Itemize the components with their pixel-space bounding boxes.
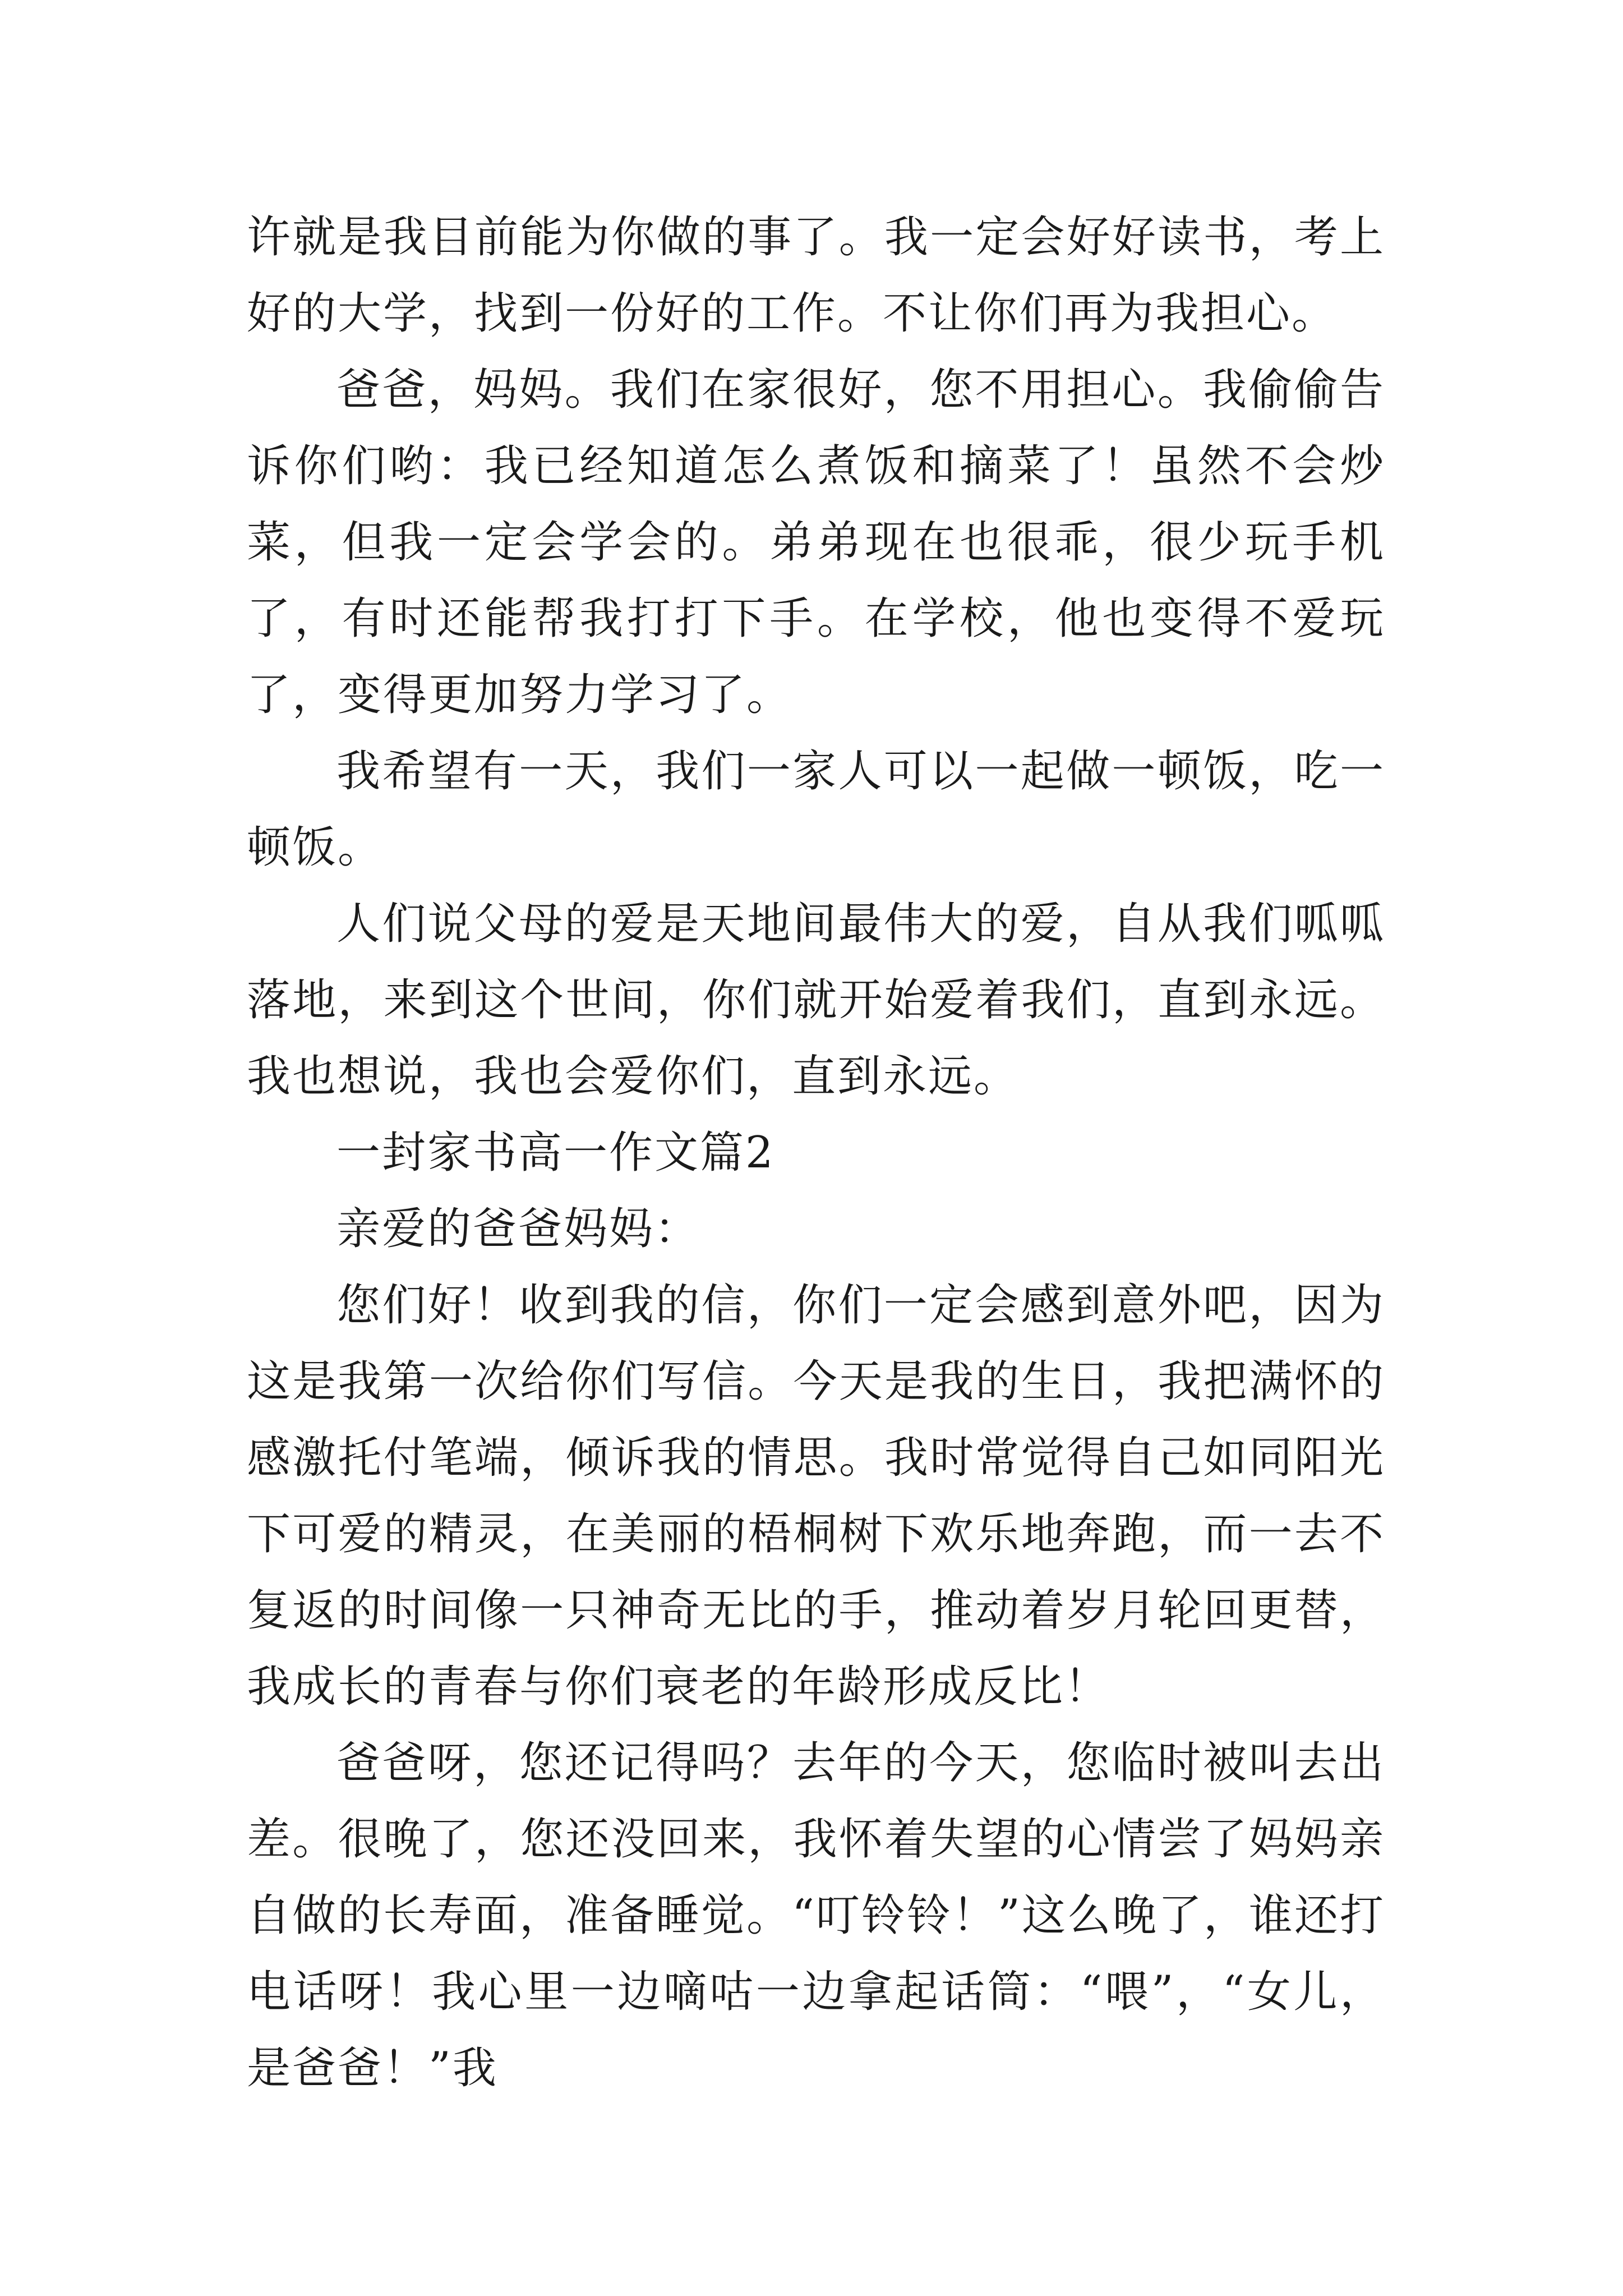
paragraph: 许就是我目前能为你做的事了。我一定会好好读书，考上好的大学，找到一份好的工作。不让你们再为我担心。 — [247, 212, 1385, 339]
paragraph: 爸爸，妈妈。我们在家很好，您不用担心。我偷偷告诉你们哟：我已经知道怎么煮饭和摘菜了！虽然不会炒菜，但我一定会学会的。弟弟现在也很乖，很少玩手机了，有时还能帮我打打下手。在学校，他也变得不爱玩了，变得更加努力学习了。 — [247, 365, 1385, 720]
salutation: 亲爱的爸爸妈妈： — [336, 1204, 700, 1254]
document-body — [247, 199, 1385, 2106]
paragraph: 您们好！收到我的信，你们一定会感到意外吧，因为这是我第一次给你们写信。今天是我的生日，我把满怀的感激托付笔端，倾诉我的情思。我时常觉得自己如同阳光下可爱的精灵，在美丽的梧桐树下欢乐地奔跑，而一去不复返的时间像一只神奇无比的手，推动着岁月轮回更替，我成长的青春与你们衰老的年龄形成反比！ — [247, 1280, 1385, 1712]
paragraph: 人们说父母的爱是天地间最伟大的爱，自从我们呱呱落地，来到这个世间，你们就开始爱着我们，直到永远。我也想说，我也会爱你们，直到永远。 — [247, 899, 1385, 1102]
section-heading: 一封家书高一作文篇2 — [336, 1128, 775, 1178]
paragraph: 爸爸呀，您还记得吗？去年的今天，您临时被叫去出差。很晚了，您还没回来，我怀着失望的心情尝了妈妈亲自做的长寿面，准备睡觉。“叮铃铃！”这么晚了，谁还打电话呀！我心里一边嘀咕一边拿起话筒：“喂”，“女儿，是爸爸！”我 — [247, 1738, 1385, 2093]
paragraph: 我希望有一天，我们一家人可以一起做一顿饭，吃一顿饭。 — [247, 746, 1385, 873]
